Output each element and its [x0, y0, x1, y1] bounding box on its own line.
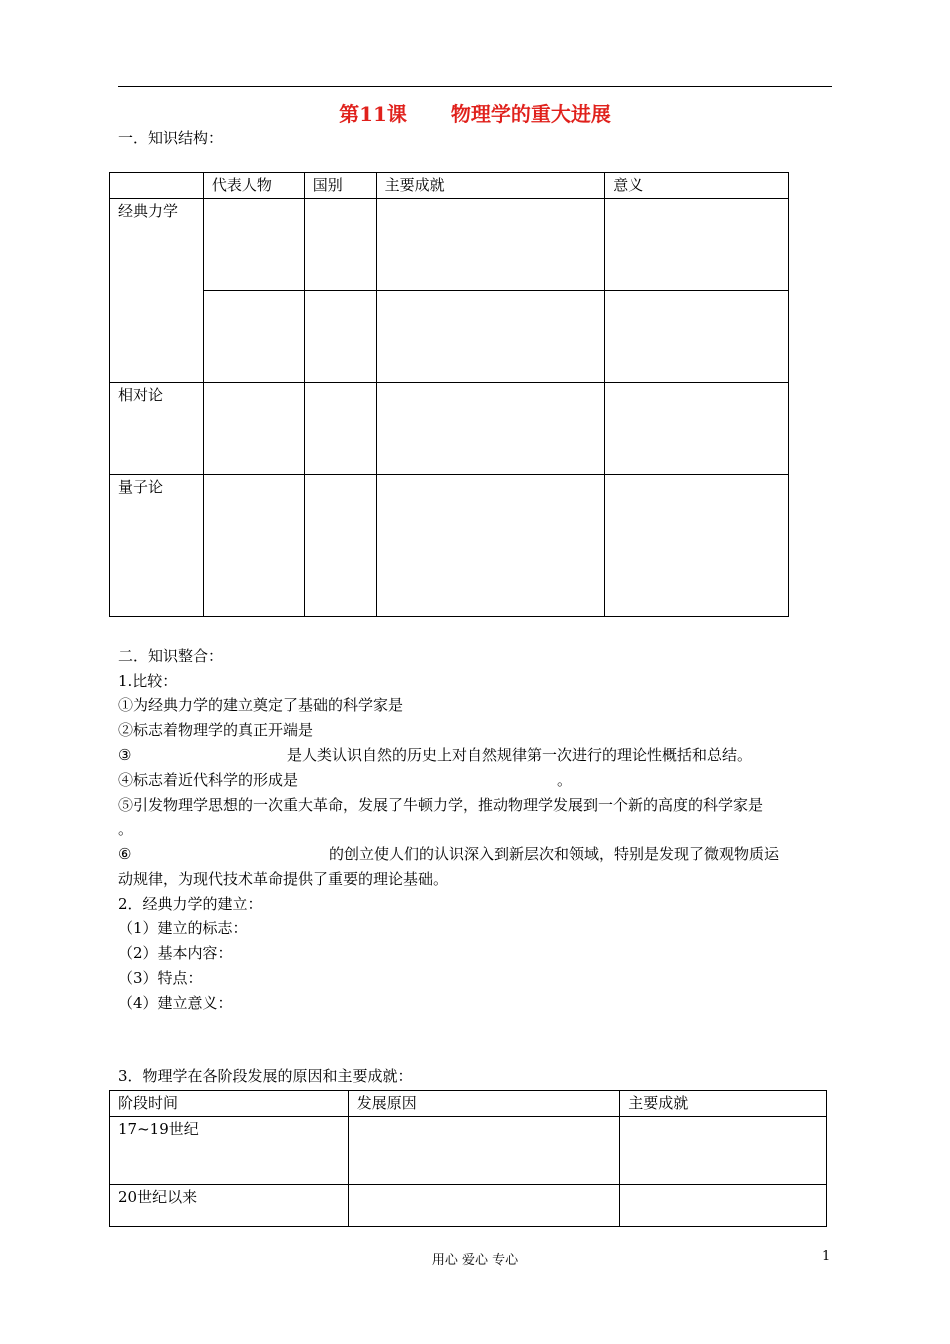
table-cell — [605, 291, 789, 383]
compare-item-1: ①为经典力学的建立奠定了基础的科学家是 — [118, 696, 404, 714]
compare-item-4: ④标志着近代科学的形成是 — [118, 771, 299, 789]
page-title — [0, 98, 950, 127]
table-row — [110, 383, 789, 475]
table-cell — [605, 475, 789, 617]
table-row — [110, 1117, 827, 1185]
compare-item-3-text: 是人类认识自然的历史上对自然规律第一次进行的理论性概括和总结。 — [287, 746, 753, 764]
row-label-quantum-theory: 量子论 — [110, 475, 204, 617]
classical-item-2: （2）基本内容： — [118, 944, 233, 962]
lesson-name: 物理学的重大进展 — [450, 102, 611, 126]
header-cell-achievement: 主要成就 — [620, 1091, 827, 1117]
footer-motto: 用心 爱心 专心 — [431, 1253, 519, 1268]
header-cell-significance: 意义 — [605, 173, 789, 199]
table-cell — [203, 291, 304, 383]
classical-item-3: （3）特点： — [118, 969, 203, 987]
table-cell — [376, 291, 605, 383]
table-cell — [304, 383, 376, 475]
stages-table — [109, 1090, 827, 1227]
row-label-classical-mechanics: 经典力学 — [110, 199, 204, 383]
table-cell — [348, 1185, 620, 1227]
table-row — [110, 475, 789, 617]
classical-heading: 2．经典力学的建立： — [118, 895, 263, 913]
table-cell — [605, 199, 789, 291]
header-cell-achievement: 主要成就 — [376, 173, 605, 199]
table-cell — [304, 291, 376, 383]
table-cell — [304, 475, 376, 617]
compare-item-6-text: 的创立使人们的认识深入到新层次和领域，特别是发现了微观物质运 — [329, 845, 780, 863]
compare-item-2: ②标志着物理学的真正开端是 — [118, 721, 314, 739]
compare-item-6-continued: 动规律，为现代技术革命提供了重要的理论基础。 — [118, 870, 449, 888]
header-cell-country: 国别 — [304, 173, 376, 199]
table-row — [110, 1185, 827, 1227]
row-label-relativity: 相对论 — [110, 383, 204, 475]
header-cell-empty — [110, 173, 204, 199]
compare-item-3-marker: ③ — [118, 746, 132, 764]
knowledge-structure-table — [109, 172, 789, 617]
row-label-20th-century: 20世纪以来 — [110, 1185, 349, 1227]
compare-item-6-marker: ⑥ — [118, 845, 132, 863]
table-header-row — [110, 1091, 827, 1117]
table-cell — [605, 383, 789, 475]
table-cell — [203, 475, 304, 617]
row-label-17-19-century: 17~19世纪 — [110, 1117, 349, 1185]
classical-item-1: （1）建立的标志： — [118, 919, 248, 937]
page-number: 1 — [822, 1249, 831, 1264]
table-cell — [620, 1117, 827, 1185]
table-cell — [376, 199, 605, 291]
table-header-row — [110, 173, 789, 199]
section2-heading: 二．知识整合： — [118, 647, 224, 665]
table-row — [110, 199, 789, 291]
table-row — [110, 291, 789, 383]
compare-item-5: ⑤引发物理学思想的一次重大革命，发展了牛顿力学，推动物理学发展到一个新的高度的科学家是 — [118, 796, 764, 814]
table-cell — [620, 1185, 827, 1227]
compare-item-5-end: 。 — [118, 820, 134, 838]
header-cell-reason: 发展原因 — [348, 1091, 620, 1117]
stages-heading: 3．物理学在各阶段发展的原因和主要成就： — [118, 1067, 413, 1085]
table-cell — [376, 475, 605, 617]
compare-heading: 1.比较： — [118, 672, 178, 690]
table-cell — [304, 199, 376, 291]
section1-heading: 一．知识结构： — [118, 129, 224, 147]
header-cell-stage: 阶段时间 — [110, 1091, 349, 1117]
header-cell-representative: 代表人物 — [203, 173, 304, 199]
header-rule — [118, 86, 832, 87]
classical-item-4: （4）建立意义： — [118, 994, 233, 1012]
table-cell — [203, 383, 304, 475]
compare-item-4-end: 。 — [557, 771, 573, 789]
table-cell — [348, 1117, 620, 1185]
lesson-number: 第11课 — [339, 102, 407, 126]
table-cell — [376, 383, 605, 475]
table-cell — [203, 199, 304, 291]
